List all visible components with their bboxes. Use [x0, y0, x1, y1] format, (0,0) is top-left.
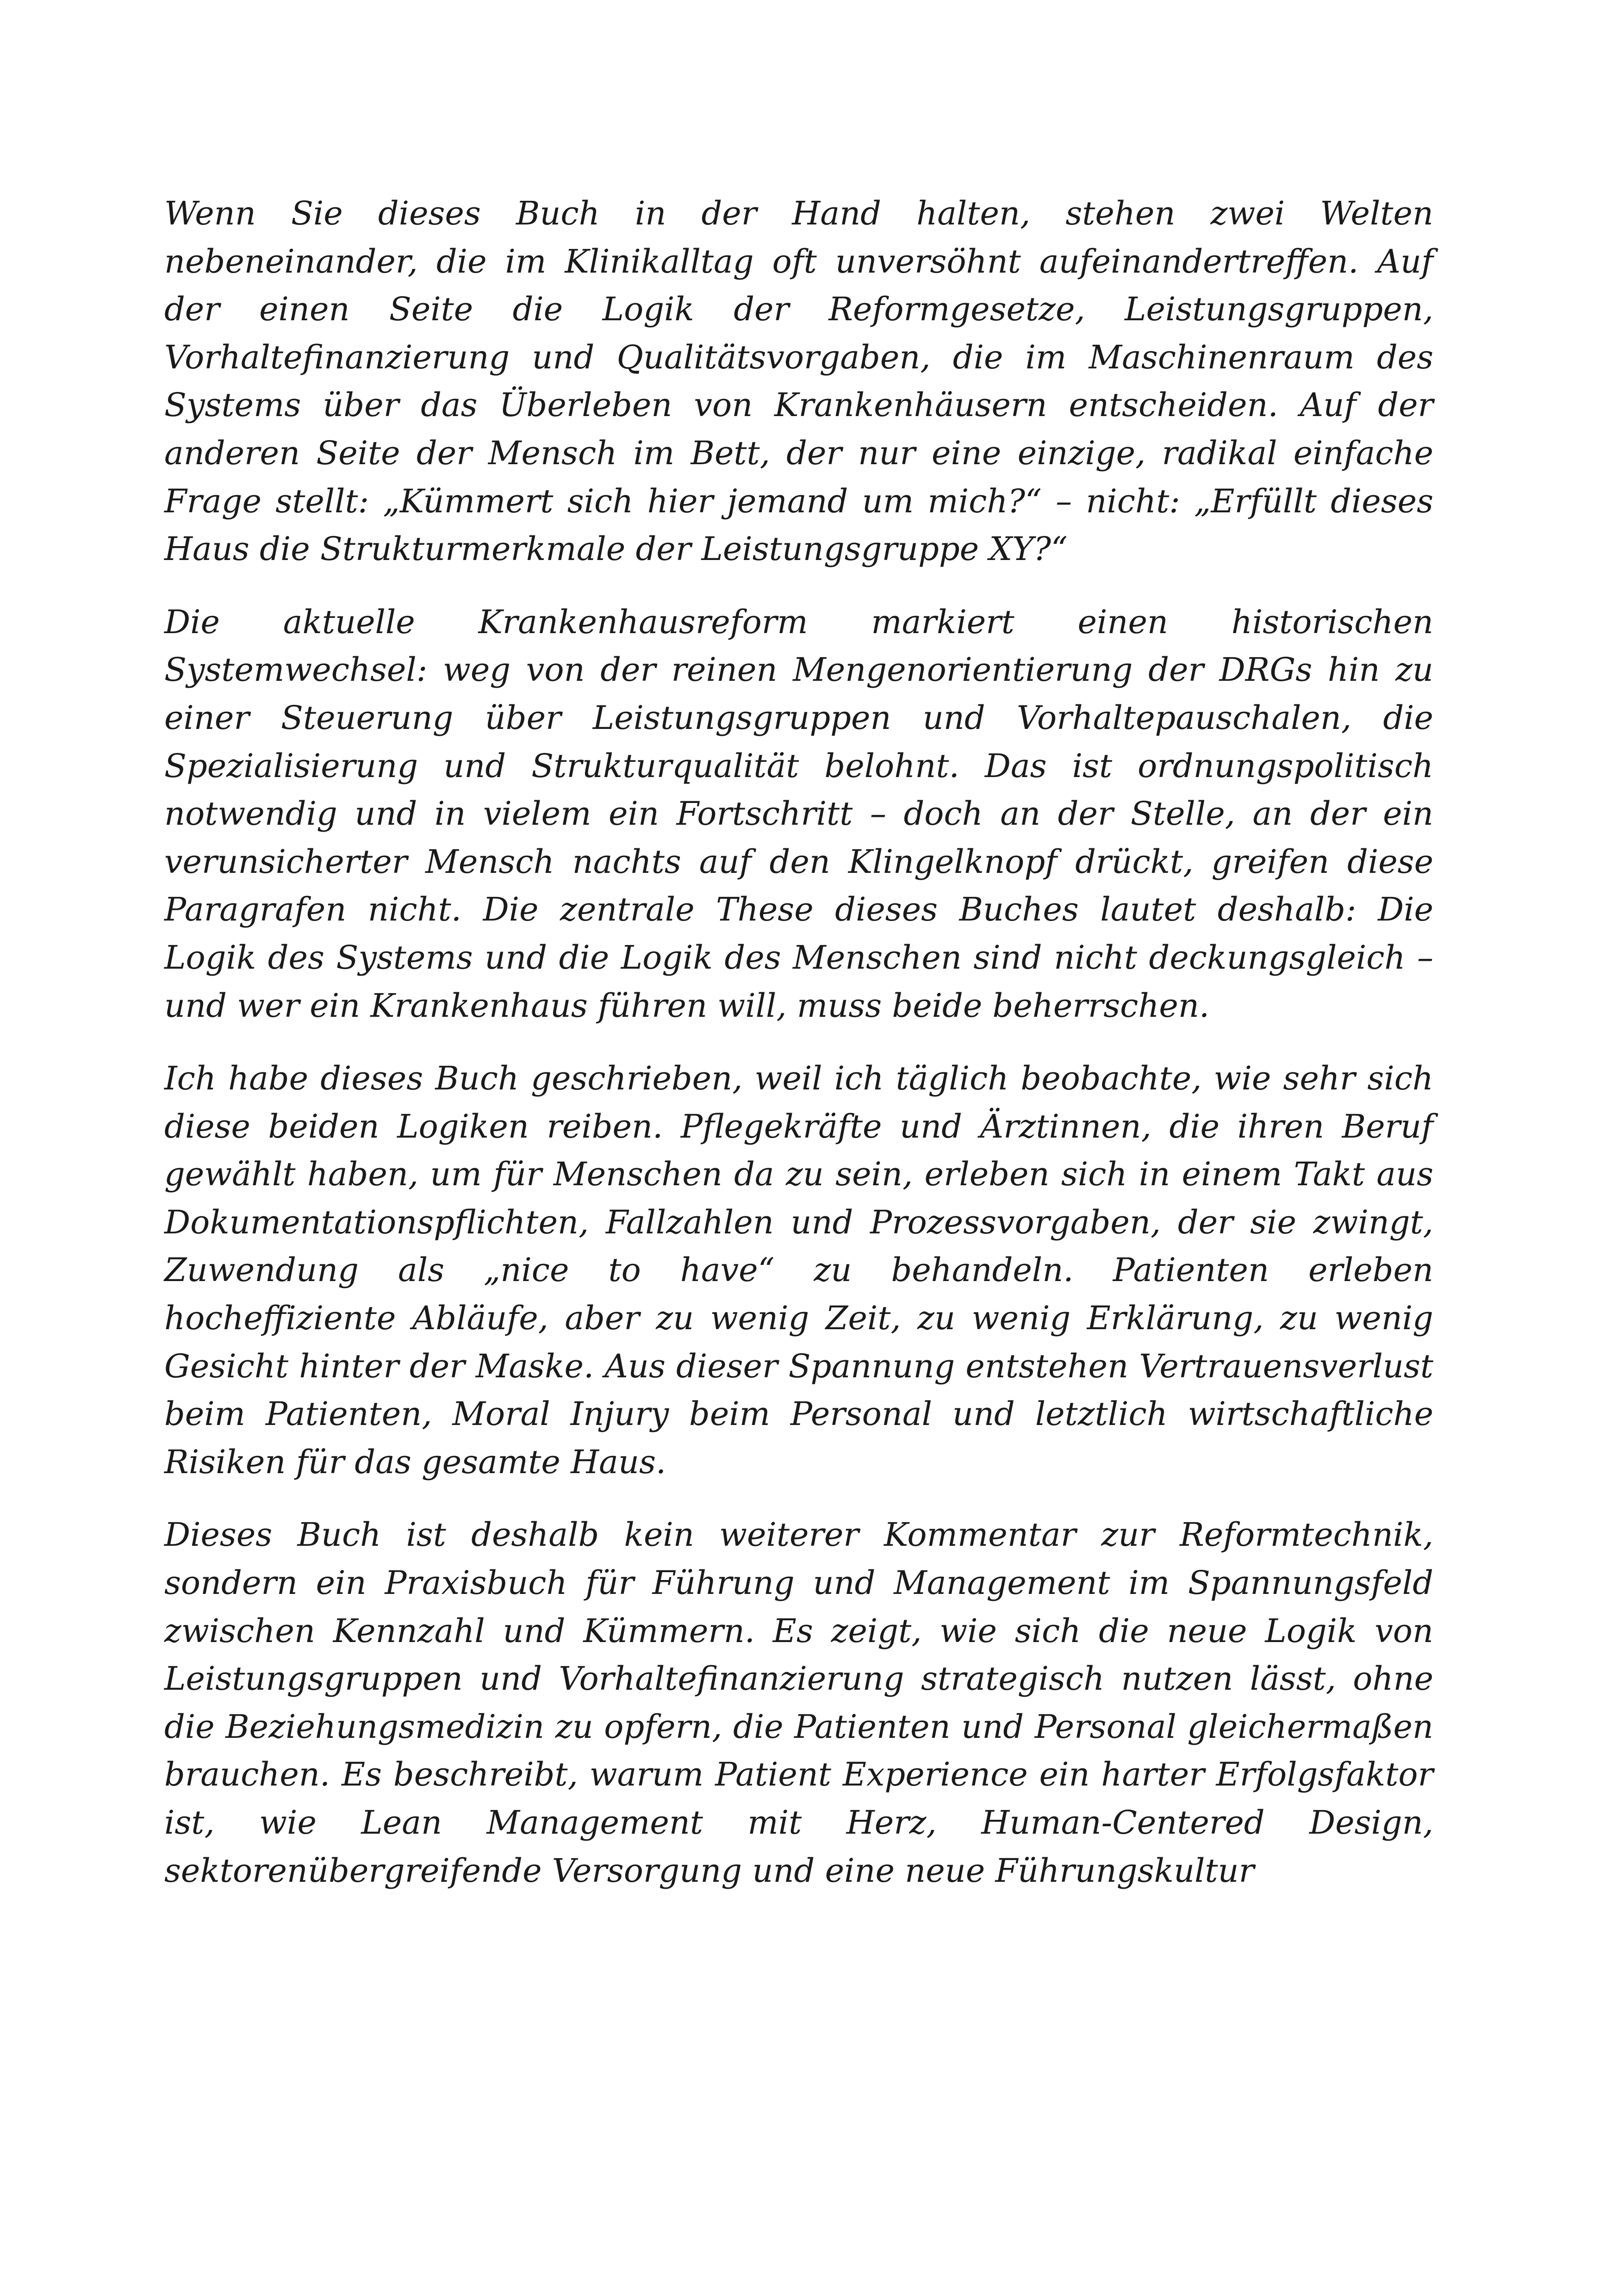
paragraph-3: Ich habe dieses Buch geschrieben, weil ich täglich beobachte, wie sehr sich diese beiden Logiken reiben. Pflegekräfte und Ärztinnen, die ihren Beruf gewählt haben, um für Menschen da zu sein, erleben sich in einem Takt aus Dokumentationspflichten, Fallzahlen und Prozessvorgaben, der sie zwingt, Zuwendung als „nice to have“ zu behandeln. Patienten erleben hocheffiziente Abläufe, aber zu wenig Zeit, zu wenig Erklärung, zu wenig Gesicht hinter der Maske. Aus dieser Spannung entstehen Vertrauensverlust beim Patienten, Moral Injury beim Personal und letztlich wirtschaftliche Risiken für das gesamte Haus. — [164, 1059, 1433, 1481]
paragraph-1: Wenn Sie dieses Buch in der Hand halten, stehen zwei Welten nebeneinander, die im Klinikalltag oft unversöhnt aufeinandertreffen. Auf der einen Seite die Logik der Reformgesetze, Leistungsgruppen, Vorhaltefinanzierung und Qualitätsvorgaben, die im Maschinenraum des Systems über das Überleben von Krankenhäusern entscheiden. Auf der anderen Seite der Mensch im Bett, der nur eine einzige, radikal einfache Frage stellt: „Kümmert sich hier jemand um mich?“ – nicht: „Erfüllt dieses Haus die Strukturmerkmale der Leistungsgruppe XY?“ — [164, 194, 1433, 568]
paragraph-2: Die aktuelle Krankenhausreform markiert einen historischen Systemwechsel: weg von der reinen Mengenorientierung der DRGs hin zu einer Steuerung über Leistungsgruppen und Vorhaltepauschalen, die Spezialisierung und Strukturqualität belohnt. Das ist ordnungspolitisch notwendig und in vielem ein Fortschritt – doch an der Stelle, an der ein verunsicherter Mensch nachts auf den Klingelknopf drückt, greifen diese Paragrafen nicht. Die zentrale These dieses Buches lautet deshalb: Die Logik des Systems und die Logik des Menschen sind nicht deckungsgleich – und wer ein Krankenhaus führen will, muss beide beherrschen. — [164, 603, 1433, 1025]
body-text — [164, 190, 1433, 1895]
paragraph-4: Dieses Buch ist deshalb kein weiterer Kommentar zur Reformtechnik, sondern ein Praxisbuch für Führung und Management im Spannungsfeld zwischen Kennzahl und Kümmern. Es zeigt, wie sich die neue Logik von Leistungsgruppen und Vorhaltefinanzierung strategisch nutzen lässt, ohne die Beziehungsmedizin zu opfern, die Patienten und Personal gleichermaßen brauchen. Es beschreibt, warum Patient Experience ein harter Erfolgsfaktor ist, wie Lean Management mit Herz, Human-Centered Design, sektorenübergreifende Versorgung und eine neue Führungskultur — [164, 1516, 1433, 1890]
